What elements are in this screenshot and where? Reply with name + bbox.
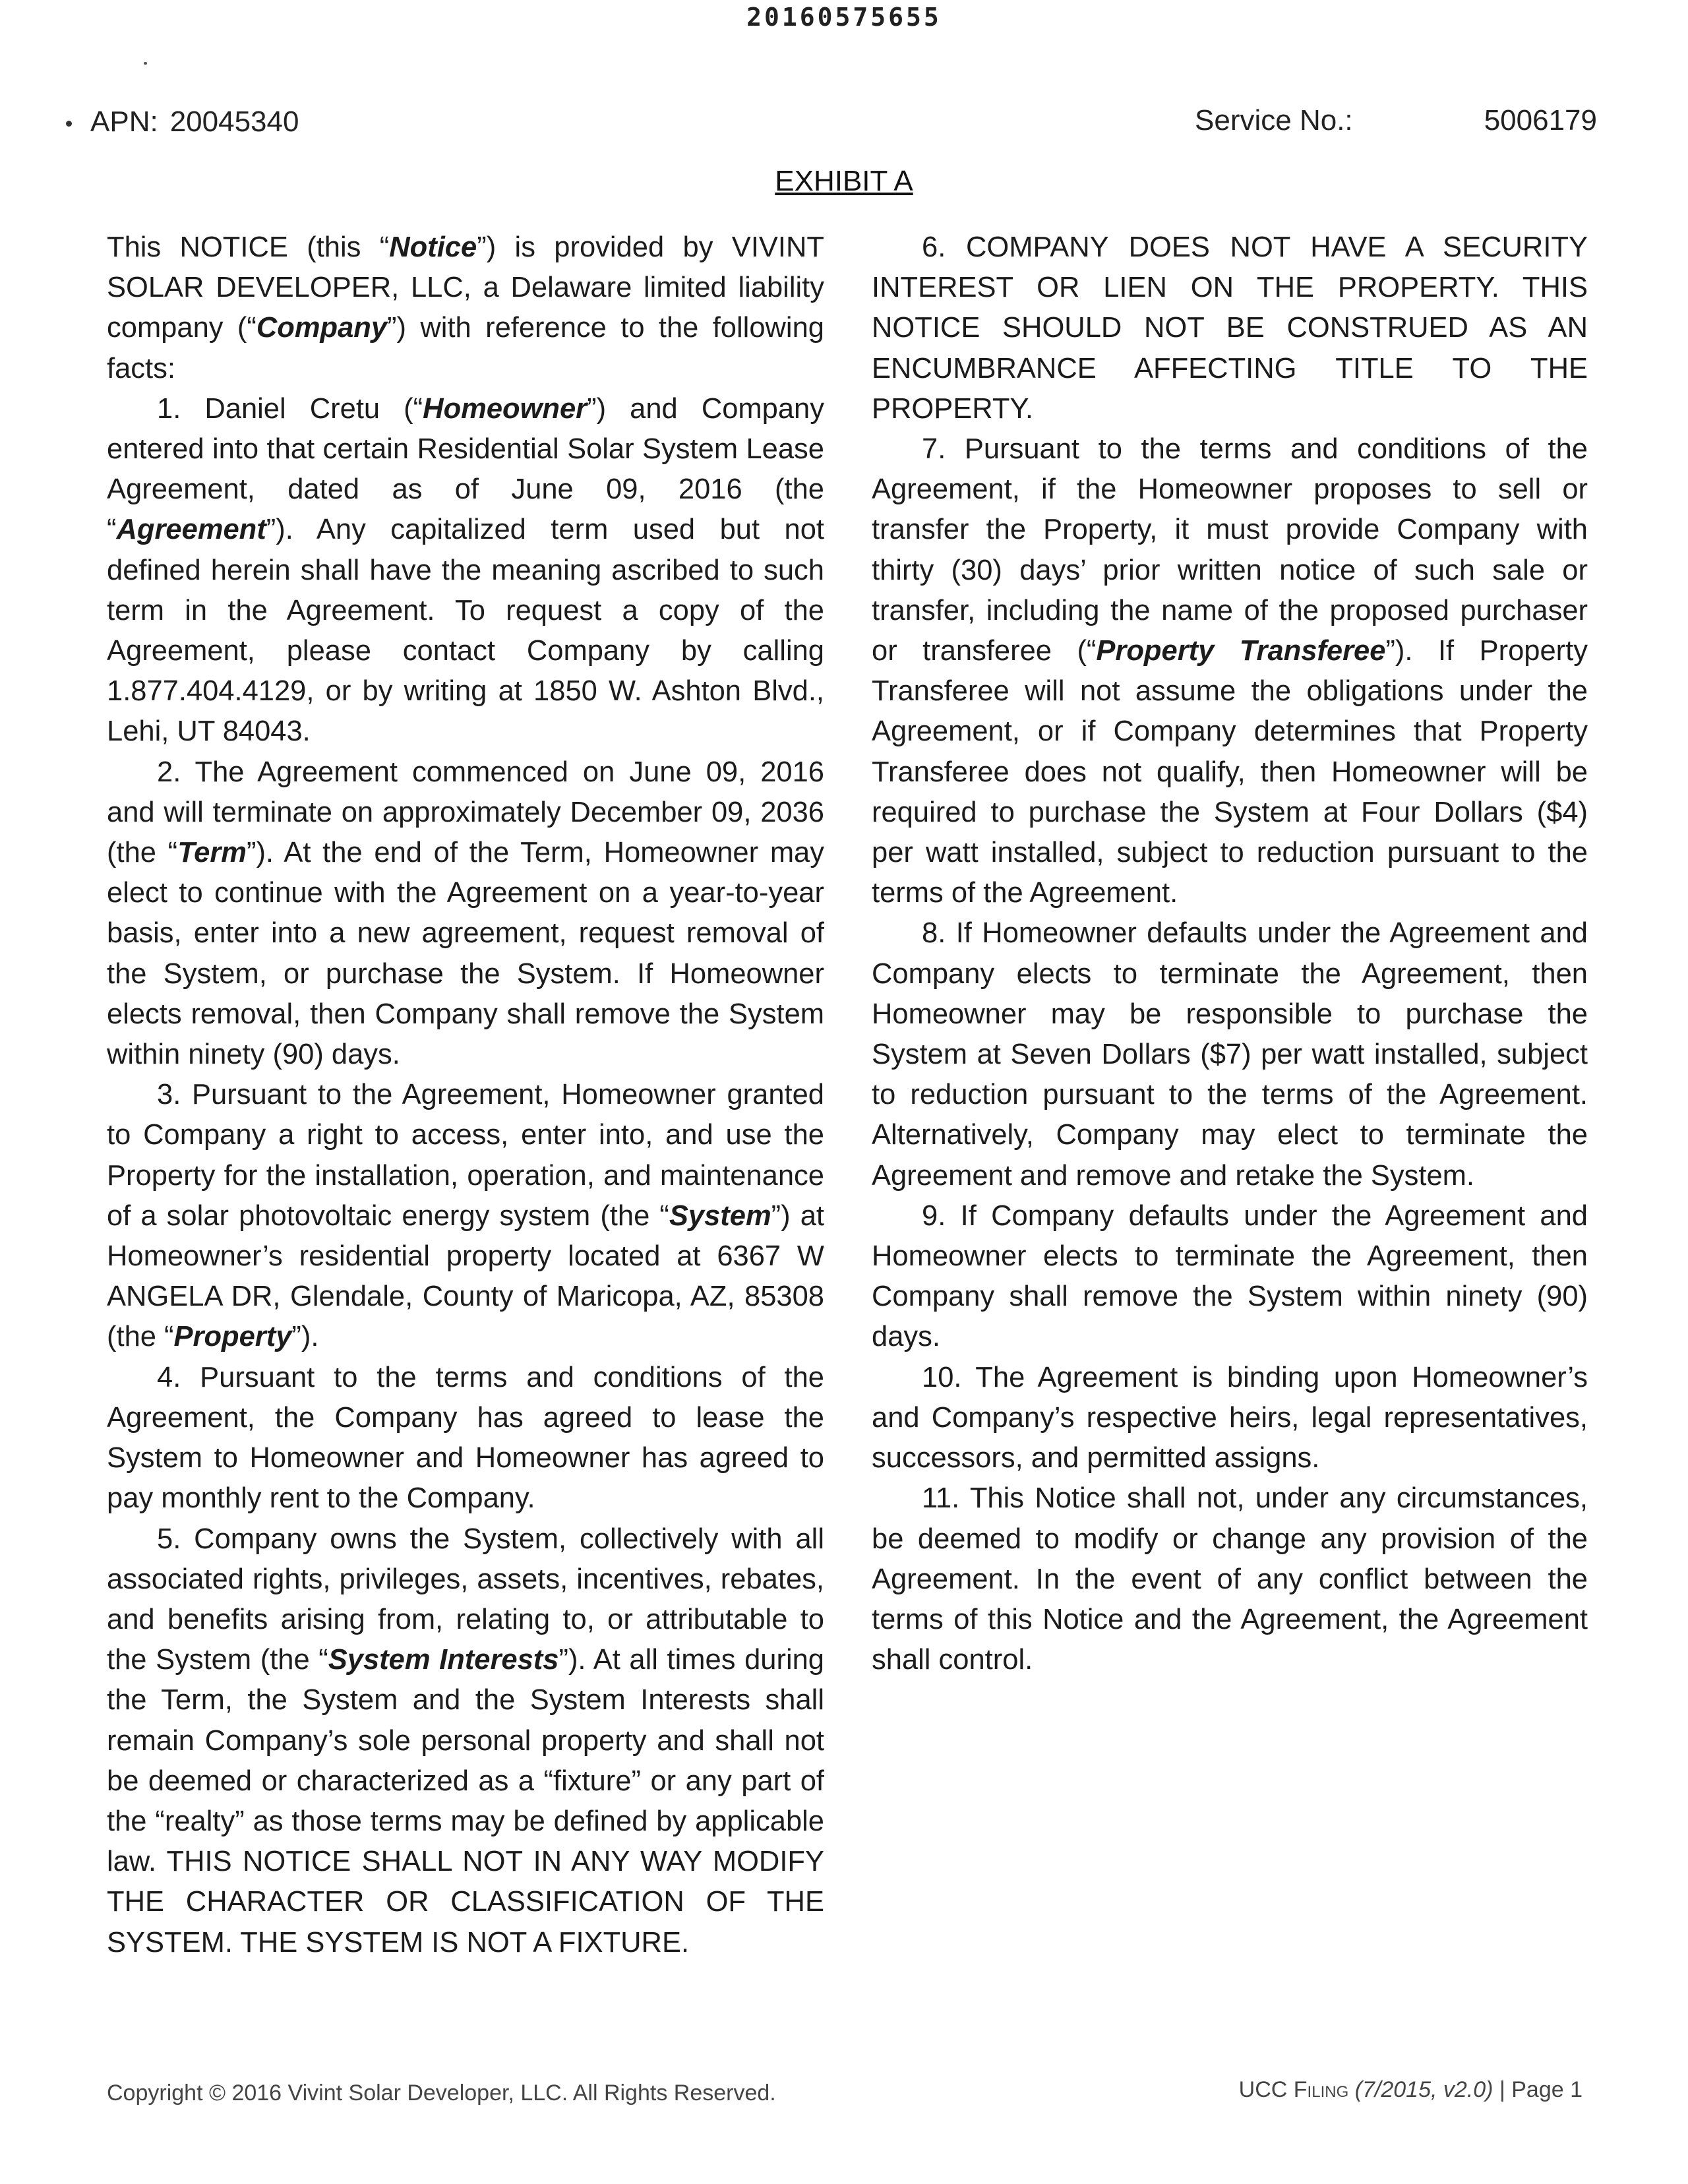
paragraph-5: 5. Company owns the System, collectively with all associated rights, privileges, assets, incentives, rebates, and benefits arising from, relating to, or attributable to the System (the “System Interests”). At all times during the Term, the System and the System Interests shall remain Company’s sole personal property and shall not be deemed or characterized as a “fixture” or any part of the “realty” as those terms may be defined by applicable law. THIS NOTICE SHALL NOT IN ANY WAY MODIFY THE CHARACTER OR CLASSIFICATION OF THE SYSTEM. THE SYSTEM IS NOT A FIXTURE.: [107, 1523, 824, 1958]
paragraph-6: 6. COMPANY DOES NOT HAVE A SECURITY INTEREST OR LIEN ON THE PROPERTY. THIS NOTICE SHOULD NOT BE CONSTRUED AS AN ENCUMBRANCE AFFECTING TITLE TO THE PROPERTY.: [872, 231, 1588, 425]
apn-value: 20045340: [169, 106, 299, 138]
defined-term: Agreement: [116, 514, 266, 546]
exhibit-title: EXHIBIT A: [775, 165, 913, 197]
paragraph-9: 9. If Company defaults under the Agreement and Homeowner elects to terminate the Agreement, then Company shall remove the System within ninety (90) days.: [872, 1199, 1588, 1353]
paragraph-10: 10. The Agreement is binding upon Homeowner’s and Company’s respective heirs, legal representatives, successors, and permitted assigns.: [872, 1361, 1588, 1474]
paragraph-4: 4. Pursuant to the terms and conditions of the Agreement, the Company has agreed to lease the System to Homeowner and Homeowner has agreed to pay monthly rent to the Company.: [107, 1361, 824, 1515]
defined-term: Term: [177, 837, 247, 869]
defined-term: System: [669, 1199, 771, 1232]
defined-term: Property: [173, 1321, 292, 1353]
page-number: Page 1: [1511, 2077, 1582, 2102]
left-column: [107, 228, 824, 1963]
service-line: [1195, 104, 1597, 137]
right-column: [872, 228, 1588, 1680]
service-label: Service No.:: [1195, 104, 1353, 136]
footer-copyright: Copyright © 2016 Vivint Solar Developer, LLC. All Rights Reserved.: [107, 2080, 776, 2106]
defined-term: Company: [256, 312, 388, 344]
apn-label: APN:: [90, 106, 158, 138]
form-name: UCC Filing: [1238, 2077, 1349, 2102]
form-version: (7/2015, v2.0): [1354, 2077, 1493, 2102]
paragraph-2: 2. The Agreement commenced on June 09, 2016 and will terminate on approximately December 09, 2036 (the “Term”). At the end of the Term, Homeowner may elect to continue with the Agreement on a year-to-year basis, enter into a new agreement, request removal of the System, or purchase the System. If Homeowner elects removal, then Company shall remove the System within ninety (90) days.: [107, 756, 825, 1071]
scan-speck: [144, 62, 147, 65]
footer-form-info: [1239, 2077, 1582, 2103]
defined-term: Property Transferee: [1096, 635, 1386, 667]
paragraph-8: 8. If Homeowner defaults under the Agreement and Company elects to terminate the Agreement, then Homeowner may be responsible to purchase the System at Seven Dollars ($7) per watt installed, subject to reduction pursuant to the terms of the Agreement. Alternatively, Company may elect to terminate the Agreement and remove and retake the System.: [872, 917, 1588, 1192]
bullet-icon: [66, 121, 72, 127]
paragraph-7: 7. Pursuant to the terms and conditions of the Agreement, if the Homeowner proposes to sell or transfer the Property, it must provide Company with thirty (30) days’ prior written notice of such sale or transfer, including the name of the proposed purchaser or transferee (“Property Transferee”). If Property Transferee will not assume the obligations under the Agreement, or if Company determines that Property Transferee does not qualify, then Homeowner will be required to purchase the System at Four Dollars ($4) per watt installed, subject to reduction pursuant to the terms of the Agreement.: [872, 433, 1588, 909]
paragraph-1: 1. Daniel Cretu (“Homeowner”) and Company entered into that certain Residential Solar System Lease Agreement, dated as of June 09, 2016 (the “Agreement”). Any capitalized term used but not defined herein shall have the meaning ascribed to such term in the Agreement. To request a copy of the Agreement, please contact Company by calling 1.877.404.4129, or by writing at 1850 W. Ashton Blvd., Lehi, UT 84043.: [107, 392, 824, 748]
apn-line: [66, 106, 299, 138]
intro-paragraph: This NOTICE (this “Notice”) is provided by VIVINT SOLAR DEVELOPER, LLC, a Delaware limited liability company (“Company”) with reference to the following facts:: [107, 231, 824, 384]
paragraph-3: 3. Pursuant to the Agreement, Homeowner granted to Company a right to access, enter into, and use the Property for the installation, operation, and maintenance of a solar photovoltaic energy system (the “System”) at Homeowner’s residential property located at 6367 W ANGELA DR, Glendale, County of Maricopa, AZ, 85308 (the “Property”).: [107, 1079, 824, 1353]
footer-separator: |: [1499, 2077, 1505, 2102]
defined-term: Homeowner: [423, 392, 588, 425]
defined-term: Notice: [389, 231, 477, 263]
service-value: 5006179: [1484, 104, 1597, 136]
document-number: 20160575655: [746, 3, 942, 32]
defined-term: System Interests: [328, 1644, 559, 1676]
paragraph-11: 11. This Notice shall not, under any circumstances, be deemed to modify or change any provision of the Agreement. In the event of any conflict between the terms of this Notice and the Agreement, the Agreement shall control.: [872, 1482, 1588, 1676]
